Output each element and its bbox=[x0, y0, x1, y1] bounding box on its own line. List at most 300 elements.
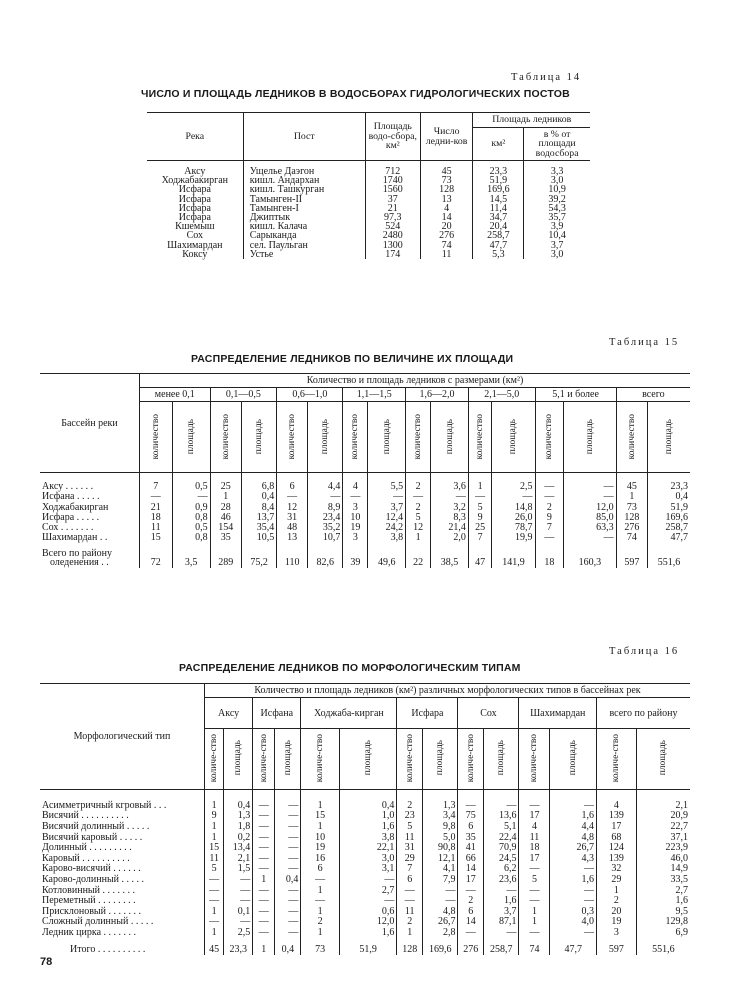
count-cell: — bbox=[458, 790, 484, 811]
header-range: 0,1—0,5 bbox=[210, 388, 277, 402]
count-cell: 66 bbox=[458, 853, 484, 864]
count-cell: 3 bbox=[597, 927, 637, 938]
area-cell: 4,8 bbox=[550, 832, 597, 843]
basin-name: Исфана . . . . . bbox=[42, 491, 100, 503]
area-cell: — bbox=[484, 790, 519, 811]
total-count-cell: 597 bbox=[616, 543, 647, 567]
area-cell: — bbox=[275, 896, 301, 907]
count-cell: 2 bbox=[597, 896, 637, 907]
area-cell: 13,6 bbox=[484, 811, 519, 822]
header-area bbox=[308, 402, 343, 473]
table-row bbox=[40, 821, 690, 832]
table-row bbox=[147, 185, 590, 194]
count-cell: 68 bbox=[597, 832, 637, 843]
header-size-group: Количество и площадь ледников с размерами (км²) bbox=[140, 374, 691, 388]
area-cell: 0,4 bbox=[339, 790, 397, 811]
total-count-cell: 597 bbox=[597, 938, 637, 955]
count-cell: — bbox=[140, 492, 173, 502]
table-14-title: ЧИСЛО И ПЛОЩАДЬ ЛЕДНИКОВ В ВОДОСБОРАХ ГИДРОЛОГИЧЕСКИХ ПОСТОВ bbox=[141, 88, 570, 100]
area-cell: 4,1 bbox=[423, 864, 458, 875]
count-cell: 73 bbox=[616, 502, 647, 512]
total-area-cell: 160,3 bbox=[564, 543, 616, 567]
count-cell: 5 bbox=[468, 502, 492, 512]
count-cell: 1 bbox=[301, 821, 339, 832]
count-cell: 15 bbox=[205, 843, 224, 854]
header-count bbox=[205, 729, 224, 790]
area-cell: — bbox=[224, 917, 253, 928]
area-cell: 0,9 bbox=[172, 502, 210, 512]
header-basin: Шахимардан bbox=[519, 698, 597, 729]
count-cell: 6 bbox=[458, 906, 484, 917]
count-cell: 1 bbox=[253, 874, 275, 885]
header-area bbox=[423, 729, 458, 790]
area-cell: 23,3 bbox=[648, 473, 690, 492]
area-km2-cell: 5,3 bbox=[473, 250, 524, 259]
header-area bbox=[636, 729, 690, 790]
count-cell: 14 bbox=[458, 917, 484, 928]
table-row bbox=[40, 906, 690, 917]
area-km2-cell: 169,6 bbox=[473, 185, 524, 194]
area-cell: 63,3 bbox=[564, 523, 616, 533]
header-vertical-label: площадь bbox=[282, 740, 293, 776]
count-cell: 1 bbox=[301, 906, 339, 917]
total-area-cell: 47,7 bbox=[550, 938, 597, 955]
area-cell: 6,2 bbox=[484, 864, 519, 875]
area-cell: 2,5 bbox=[224, 927, 253, 938]
area-cell: — bbox=[275, 821, 301, 832]
area-cell: — bbox=[275, 832, 301, 843]
count-cell: 14 bbox=[458, 864, 484, 875]
area-cell: — bbox=[564, 492, 616, 502]
area-cell: — bbox=[275, 864, 301, 875]
header-area bbox=[224, 729, 253, 790]
area-cell: 12,0 bbox=[564, 502, 616, 512]
area-cell: 1,6 bbox=[339, 927, 397, 938]
count-cell: 10 bbox=[301, 832, 339, 843]
area-cell: — bbox=[224, 896, 253, 907]
area-percent-cell: 10,9 bbox=[524, 185, 590, 194]
area-cell: 12,4 bbox=[368, 512, 406, 522]
header-count bbox=[458, 729, 484, 790]
header-area bbox=[368, 402, 406, 473]
area-cell: 1,3 bbox=[423, 790, 458, 811]
area-cell: — bbox=[564, 473, 616, 492]
total-area-cell: 551,6 bbox=[636, 938, 690, 955]
area-cell: 9,8 bbox=[423, 821, 458, 832]
count-cell: 2 bbox=[301, 917, 339, 928]
count-cell: — bbox=[406, 492, 431, 502]
header-vertical-label: количество bbox=[475, 413, 486, 459]
count-cell: 5 bbox=[397, 821, 423, 832]
count-cell: 12 bbox=[406, 523, 431, 533]
table-14-label: Таблица 14 bbox=[511, 72, 582, 83]
header-km2: км² bbox=[473, 127, 524, 161]
header-basin: Бассейн реки bbox=[40, 374, 140, 473]
count-cell: 31 bbox=[397, 843, 423, 854]
area-cell: 1,6 bbox=[550, 811, 597, 822]
count-cell: 11 bbox=[205, 853, 224, 864]
area-cell: — bbox=[423, 896, 458, 907]
area-cell: — bbox=[484, 885, 519, 896]
area-cell: 2,0 bbox=[431, 533, 469, 543]
basin-name: Аксу . . . . . . bbox=[42, 480, 94, 492]
type-name: Присклоновый . . . . . . . bbox=[42, 905, 142, 917]
total-count-cell: 128 bbox=[397, 938, 423, 955]
area-cell: — bbox=[550, 790, 597, 811]
type-name: Долинный . . . . . . . . . bbox=[42, 842, 132, 854]
table-row bbox=[40, 790, 690, 811]
count-cell: 7 bbox=[397, 864, 423, 875]
basin-area-cell: 1300 bbox=[365, 241, 420, 250]
total-area-cell: 23,3 bbox=[224, 938, 253, 955]
table-row bbox=[40, 927, 690, 938]
post-cell: Тамынген-II bbox=[243, 195, 365, 204]
post-cell: кишл. Ташкурган bbox=[243, 185, 365, 194]
area-cell: — bbox=[492, 492, 535, 502]
total-area-cell: 551,6 bbox=[648, 543, 690, 567]
area-cell: 6,8 bbox=[241, 473, 276, 492]
header-area bbox=[492, 402, 535, 473]
count-cell: — bbox=[253, 917, 275, 928]
count-cell: 11 bbox=[519, 832, 550, 843]
count-cell: — bbox=[397, 885, 423, 896]
header-vertical-label: площадь bbox=[435, 740, 446, 776]
count-cell: 45 bbox=[420, 161, 473, 177]
area-km2-cell: 258,7 bbox=[473, 231, 524, 240]
header-count bbox=[535, 402, 564, 473]
count-cell: 20 bbox=[597, 906, 637, 917]
area-cell: 0,5 bbox=[172, 473, 210, 492]
header-basin: Аксу bbox=[205, 698, 253, 729]
area-cell: 2,5 bbox=[492, 473, 535, 492]
type-name: Сложный долинный . . . . . bbox=[42, 916, 154, 928]
count-cell: — bbox=[253, 843, 275, 854]
river-cell: Кшемыш bbox=[175, 221, 215, 233]
count-cell: — bbox=[253, 821, 275, 832]
count-cell: 20 bbox=[420, 222, 473, 231]
total-count-cell: 74 bbox=[519, 938, 550, 955]
area-cell: 46,0 bbox=[636, 853, 690, 864]
header-range: всего bbox=[616, 388, 690, 402]
header-count bbox=[210, 402, 241, 473]
area-cell: — bbox=[368, 492, 406, 502]
type-name: Ледник цирка . . . . . . . bbox=[42, 927, 137, 939]
area-cell: — bbox=[308, 492, 343, 502]
area-cell: 0,4 bbox=[224, 790, 253, 811]
area-cell: 1,3 bbox=[224, 811, 253, 822]
total-count-cell: 47 bbox=[468, 543, 492, 567]
count-cell: 139 bbox=[597, 811, 637, 822]
count-cell: 31 bbox=[277, 512, 308, 522]
total-area-cell: 49,6 bbox=[368, 543, 406, 567]
area-cell: 3,6 bbox=[431, 473, 469, 492]
count-cell: 17 bbox=[458, 874, 484, 885]
area-cell: 3,0 bbox=[339, 853, 397, 864]
header-vertical-label: количе-ство bbox=[465, 733, 476, 783]
count-cell: — bbox=[253, 790, 275, 811]
table-row bbox=[147, 241, 590, 250]
basin-name: Исфара . . . . . bbox=[42, 511, 100, 523]
count-cell: 28 bbox=[210, 502, 241, 512]
count-cell: 6 bbox=[458, 821, 484, 832]
count-cell: 1 bbox=[210, 492, 241, 502]
header-basin: Ходжаба-кирган bbox=[301, 698, 397, 729]
table-row bbox=[40, 473, 690, 492]
header-area bbox=[431, 402, 469, 473]
count-cell: — bbox=[253, 906, 275, 917]
area-km2-cell: 23,3 bbox=[473, 161, 524, 177]
count-cell: 2 bbox=[397, 790, 423, 811]
total-area-cell: 51,9 bbox=[339, 938, 397, 955]
count-cell: — bbox=[519, 927, 550, 938]
area-cell: 78,7 bbox=[492, 523, 535, 533]
count-cell: 9 bbox=[205, 811, 224, 822]
area-percent-cell: 54,3 bbox=[524, 204, 590, 213]
table-14 bbox=[147, 112, 590, 259]
area-cell: 258,7 bbox=[648, 523, 690, 533]
count-cell: 29 bbox=[397, 853, 423, 864]
post-cell: Ущелье Даэгон bbox=[243, 161, 365, 177]
header-range: 1,1—1,5 bbox=[343, 388, 406, 402]
count-cell: — bbox=[253, 811, 275, 822]
total-label: Итого . . . . . . . . . . bbox=[70, 943, 146, 955]
count-cell: 25 bbox=[210, 473, 241, 492]
area-cell: — bbox=[339, 896, 397, 907]
table-row bbox=[40, 523, 690, 533]
area-cell: 0,4 bbox=[648, 492, 690, 502]
area-cell: 3,8 bbox=[368, 533, 406, 543]
count-cell: 154 bbox=[210, 523, 241, 533]
count-cell: 35 bbox=[458, 832, 484, 843]
count-cell: 2 bbox=[458, 896, 484, 907]
area-cell: 2,1 bbox=[224, 853, 253, 864]
area-cell: — bbox=[339, 874, 397, 885]
count-cell: 17 bbox=[519, 811, 550, 822]
header-area bbox=[564, 402, 616, 473]
table-15-title: РАСПРЕДЕЛЕНИЕ ЛЕДНИКОВ ПО ВЕЛИЧИНЕ ИХ ПЛОЩАДИ bbox=[191, 353, 514, 365]
post-cell: Устье bbox=[243, 250, 365, 259]
area-percent-cell: 3,3 bbox=[524, 161, 590, 177]
count-cell: 9 bbox=[468, 512, 492, 522]
area-cell: 87,1 bbox=[484, 917, 519, 928]
area-cell: — bbox=[275, 927, 301, 938]
area-cell: 23,4 bbox=[308, 512, 343, 522]
type-name: Каровый . . . . . . . . . . bbox=[42, 852, 130, 864]
total-area-cell: 38,5 bbox=[431, 543, 469, 567]
header-vertical-label: площадь bbox=[233, 740, 244, 776]
area-cell: 3,7 bbox=[368, 502, 406, 512]
count-cell: 1 bbox=[205, 906, 224, 917]
count-cell: 11 bbox=[420, 250, 473, 259]
basin-area-cell: 524 bbox=[365, 222, 420, 231]
area-cell: 3,2 bbox=[431, 502, 469, 512]
count-cell: 1 bbox=[468, 473, 492, 492]
total-count-cell: 72 bbox=[140, 543, 173, 567]
count-cell: — bbox=[205, 896, 224, 907]
count-cell: 1 bbox=[205, 790, 224, 811]
count-cell: 74 bbox=[616, 533, 647, 543]
area-km2-cell: 11,4 bbox=[473, 204, 524, 213]
type-name: Висячий . . . . . . . . . . bbox=[42, 810, 129, 822]
area-cell: 0,3 bbox=[550, 906, 597, 917]
header-range: 2,1—5,0 bbox=[468, 388, 535, 402]
area-cell: 6,9 bbox=[636, 927, 690, 938]
table-16-label: Таблица 16 bbox=[609, 646, 680, 657]
table-row bbox=[147, 176, 590, 185]
area-cell: — bbox=[550, 896, 597, 907]
area-cell: 4,8 bbox=[423, 906, 458, 917]
area-cell: 1,0 bbox=[339, 811, 397, 822]
type-name: Котловинный . . . . . . . bbox=[42, 884, 135, 896]
header-count bbox=[468, 402, 492, 473]
count-cell: 9 bbox=[535, 512, 564, 522]
area-cell: 2,1 bbox=[636, 790, 690, 811]
count-cell: 128 bbox=[420, 185, 473, 194]
area-cell: 14,9 bbox=[636, 864, 690, 875]
count-cell: 18 bbox=[519, 843, 550, 854]
area-cell: 0,1 bbox=[224, 906, 253, 917]
area-cell: — bbox=[550, 927, 597, 938]
table-row bbox=[40, 843, 690, 854]
count-cell: 1 bbox=[597, 885, 637, 896]
count-cell: 276 bbox=[420, 231, 473, 240]
total-count-cell: 1 bbox=[253, 938, 275, 955]
area-cell: 2,7 bbox=[339, 885, 397, 896]
area-cell: 23,6 bbox=[484, 874, 519, 885]
area-cell: 19,9 bbox=[492, 533, 535, 543]
area-percent-cell: 3,0 bbox=[524, 250, 590, 259]
total-area-cell: 169,6 bbox=[423, 938, 458, 955]
count-cell: 46 bbox=[210, 512, 241, 522]
count-cell: 17 bbox=[597, 821, 637, 832]
table-row bbox=[40, 492, 690, 502]
basin-area-cell: 37 bbox=[365, 195, 420, 204]
basin-name: Ходжабакирган bbox=[42, 501, 109, 513]
header-vertical-label: площадь bbox=[584, 418, 595, 454]
area-cell: — bbox=[550, 885, 597, 896]
river-cell: Ходжабакирган bbox=[161, 175, 229, 187]
header-basin: Исфара bbox=[397, 698, 458, 729]
area-cell: — bbox=[275, 885, 301, 896]
area-cell: 70,9 bbox=[484, 843, 519, 854]
header-vertical-label: площадь bbox=[444, 418, 455, 454]
area-cell: 2,8 bbox=[423, 927, 458, 938]
header-count: Число ледни-ков bbox=[420, 113, 473, 161]
post-cell: Джиптык bbox=[243, 213, 365, 222]
header-river: Река bbox=[147, 113, 243, 161]
area-cell: 4,4 bbox=[308, 473, 343, 492]
area-cell: 3,4 bbox=[423, 811, 458, 822]
header-vertical-label: количество bbox=[220, 413, 231, 459]
count-cell: 1 bbox=[397, 927, 423, 938]
header-count bbox=[140, 402, 173, 473]
header-count bbox=[597, 729, 637, 790]
total-area-cell: 3,5 bbox=[172, 543, 210, 567]
count-cell: — bbox=[468, 492, 492, 502]
area-cell: — bbox=[275, 790, 301, 811]
area-cell: 129,8 bbox=[636, 917, 690, 928]
area-cell: 85,0 bbox=[564, 512, 616, 522]
table-row bbox=[40, 512, 690, 522]
count-cell: 1 bbox=[205, 832, 224, 843]
count-cell: 15 bbox=[301, 811, 339, 822]
area-cell: 1,6 bbox=[636, 896, 690, 907]
table-row bbox=[147, 195, 590, 204]
area-cell: — bbox=[275, 906, 301, 917]
basin-area-cell: 2480 bbox=[365, 231, 420, 240]
basin-area-cell: 1740 bbox=[365, 176, 420, 185]
basin-area-cell: 1560 bbox=[365, 185, 420, 194]
total-row bbox=[40, 543, 690, 567]
basin-area-cell: 174 bbox=[365, 250, 420, 259]
river-cell: Исфара bbox=[178, 212, 211, 224]
total-count-cell: 39 bbox=[343, 543, 368, 567]
count-cell: 5 bbox=[406, 512, 431, 522]
type-name: Карово-висячий . . . . . . bbox=[42, 863, 141, 875]
table-row bbox=[40, 896, 690, 907]
count-cell: 4 bbox=[597, 790, 637, 811]
count-cell: 10 bbox=[343, 512, 368, 522]
count-cell: 74 bbox=[420, 241, 473, 250]
table-row bbox=[40, 874, 690, 885]
header-count bbox=[301, 729, 339, 790]
count-cell: 14 bbox=[420, 213, 473, 222]
header-vertical-label: количество bbox=[413, 413, 424, 459]
total-area-cell: 258,7 bbox=[484, 938, 519, 955]
area-cell: 20,9 bbox=[636, 811, 690, 822]
count-cell: 2 bbox=[406, 502, 431, 512]
area-cell: 22,7 bbox=[636, 821, 690, 832]
type-name: Висячий каровый . . . . . bbox=[42, 831, 143, 843]
count-cell: — bbox=[253, 864, 275, 875]
table-row bbox=[40, 917, 690, 928]
post-cell: кишл. Калача bbox=[243, 222, 365, 231]
area-cell: 2,7 bbox=[636, 885, 690, 896]
header-vertical-label: количество bbox=[150, 413, 161, 459]
area-cell: 5,0 bbox=[423, 832, 458, 843]
type-name: Висячий долинный . . . . . bbox=[42, 821, 150, 833]
area-cell: 0,5 bbox=[172, 523, 210, 533]
page-number: 78 bbox=[40, 956, 53, 968]
area-cell: — bbox=[224, 874, 253, 885]
post-cell: Тамынген-I bbox=[243, 204, 365, 213]
area-cell: 5,1 bbox=[484, 821, 519, 832]
post-cell: сел. Паульган bbox=[243, 241, 365, 250]
count-cell: 15 bbox=[140, 533, 173, 543]
count-cell: 21 bbox=[140, 502, 173, 512]
area-km2-cell: 51,9 bbox=[473, 176, 524, 185]
count-cell: — bbox=[253, 853, 275, 864]
river-cell: Коксу bbox=[182, 248, 208, 260]
river-cell: Исфара bbox=[178, 184, 211, 196]
table-row bbox=[147, 250, 590, 259]
type-name: Карово-долинный . . . . . bbox=[42, 874, 145, 886]
total-count-cell: 45 bbox=[205, 938, 224, 955]
count-cell: 19 bbox=[343, 523, 368, 533]
table-16-title: РАСПРЕДЕЛЕНИЕ ЛЕДНИКОВ ПО МОРФОЛОГИЧЕСКИМ ТИПАМ bbox=[179, 662, 521, 674]
header-vertical-label: количе-ство bbox=[209, 733, 220, 783]
header-vertical-label: количество bbox=[287, 413, 298, 459]
area-cell: — bbox=[224, 885, 253, 896]
count-cell: 2 bbox=[535, 502, 564, 512]
count-cell: — bbox=[343, 492, 368, 502]
area-km2-cell: 34,7 bbox=[473, 213, 524, 222]
area-cell: — bbox=[275, 811, 301, 822]
header-percent: в % от площади водосбора bbox=[524, 127, 590, 161]
count-cell: 7 bbox=[468, 533, 492, 543]
river-cell: Шахимардан bbox=[167, 239, 223, 251]
area-cell: 24,5 bbox=[484, 853, 519, 864]
